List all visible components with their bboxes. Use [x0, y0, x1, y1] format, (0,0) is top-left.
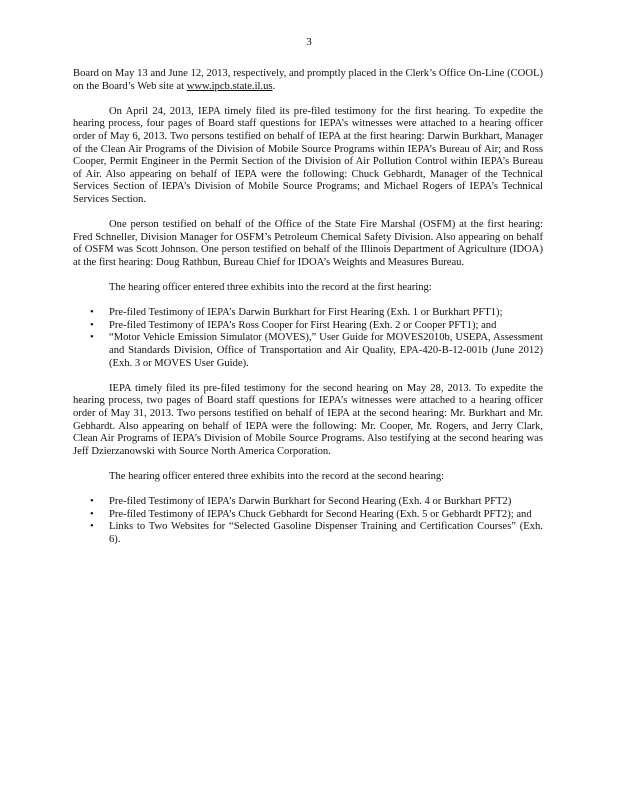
list-item: • Pre-filed Testimony of IEPA’s Darwin Burkhart for Second Hearing (Exh. 4 or Burkhart PFT2): [109, 496, 543, 509]
paragraph-iepa-second-hearing: IEPA timely filed its pre-filed testimony for the second hearing on May 28, 2013. To expedite the hearing process, two pages of Board staff questions for IEPA’s witnesses were attached to a hearing officer order of May 31, 2013. Two persons testified on behalf of IEPA at the second hearing: Mr. Burkhart and Mr. Gebhardt. Also appearing on behalf of IEPA were the following: Mr. Cooper, Mr. Rogers, and Jerry Clark, Clean Air Programs of IEPA’s Division of Mobile Source Programs. Also testifying at the second hearing was Jeff Dzierzanowski with Source North America Corporation.: [73, 382, 543, 457]
first-hearing-exhibit-list: [73, 307, 543, 370]
paragraph-second-exhibits-intro: The hearing officer entered three exhibits into the record at the second hearing:: [109, 471, 445, 482]
board-website-link[interactable]: www.ipcb.state.il.us: [186, 80, 273, 92]
list-item: • “Motor Vehicle Emission Simulator (MOVES),” User Guide for MOVES2010b, USEPA, Assessment and Standards Division, Office of Transportation and Air Quality, EPA-420-B-12-001b (June 2012) (Exh. 3 or MOVES User Guide).: [109, 332, 543, 370]
paragraph-cool-end: .: [272, 80, 276, 92]
paragraph-cool-posting: [73, 68, 543, 93]
paragraph-cool-text: Board on May 13 and June 12, 2013, respectively, and promptly placed in the Clerk’s Office On-Line (COOL) on the Board’s Web site at: [73, 68, 543, 92]
second-hearing-exhibit-list: [73, 496, 543, 546]
paragraph-iepa-first-hearing: On April 24, 2013, IEPA timely filed its pre-filed testimony for the first hearing. To expedite the hearing process, four pages of Board staff questions for IEPA’s witnesses were attached to a hearing officer order of May 6, 2013. Two persons testified on behalf of IEPA at the first hearing: Darwin Burkhart, Manager of the Clean Air Programs of the Division of Mobile Source Programs within IEPA’s Bureau of Air; and Ross Cooper, Permit Engineer in the Permit Section of the Division of Air Pollution Control within IEPA’s Bureau of Air. Also appearing on behalf of IEPA were the following: Chuck Gebhardt, Manager of the Technical Services Section of IEPA’s Division of Mobile Source Programs; and Michael Rogers of IEPA’s Technical Services Section.: [73, 105, 543, 205]
list-item: • Links to Two Websites for “Selected Gasoline Dispenser Training and Certification Courses” (Exh. 6).: [109, 521, 543, 546]
list-item: • Pre-filed Testimony of IEPA’s Ross Cooper for First Hearing (Exh. 2 or Cooper PFT1); and: [109, 320, 543, 333]
paragraph-first-exhibits-intro: The hearing officer entered three exhibits into the record at the first hearing:: [109, 282, 432, 294]
list-item: • Pre-filed Testimony of IEPA’s Chuck Gebhardt for Second Hearing (Exh. 5 or Gebhardt PFT2); and: [109, 509, 543, 522]
paragraph-osfm-idoa: One person testified on behalf of the Office of the State Fire Marshal (OSFM) at the first hearing: Fred Schneller, Division Manager for OSFM’s Petroleum Chemical Safety Division. Also appearing on behalf of OSFM was Scott Johnson. One person testified on behalf of the Illinois Department of Agriculture (IDOA) at the first hearing: Doug Rathbun, Bureau Chief for IDOA’s Weights and Measures Bureau.: [73, 219, 543, 268]
list-item: • Pre-filed Testimony of IEPA’s Darwin Burkhart for First Hearing (Exh. 1 or Burkhart PFT1);: [109, 307, 543, 320]
document-body: [73, 68, 543, 559]
page-number: 3: [306, 36, 312, 48]
